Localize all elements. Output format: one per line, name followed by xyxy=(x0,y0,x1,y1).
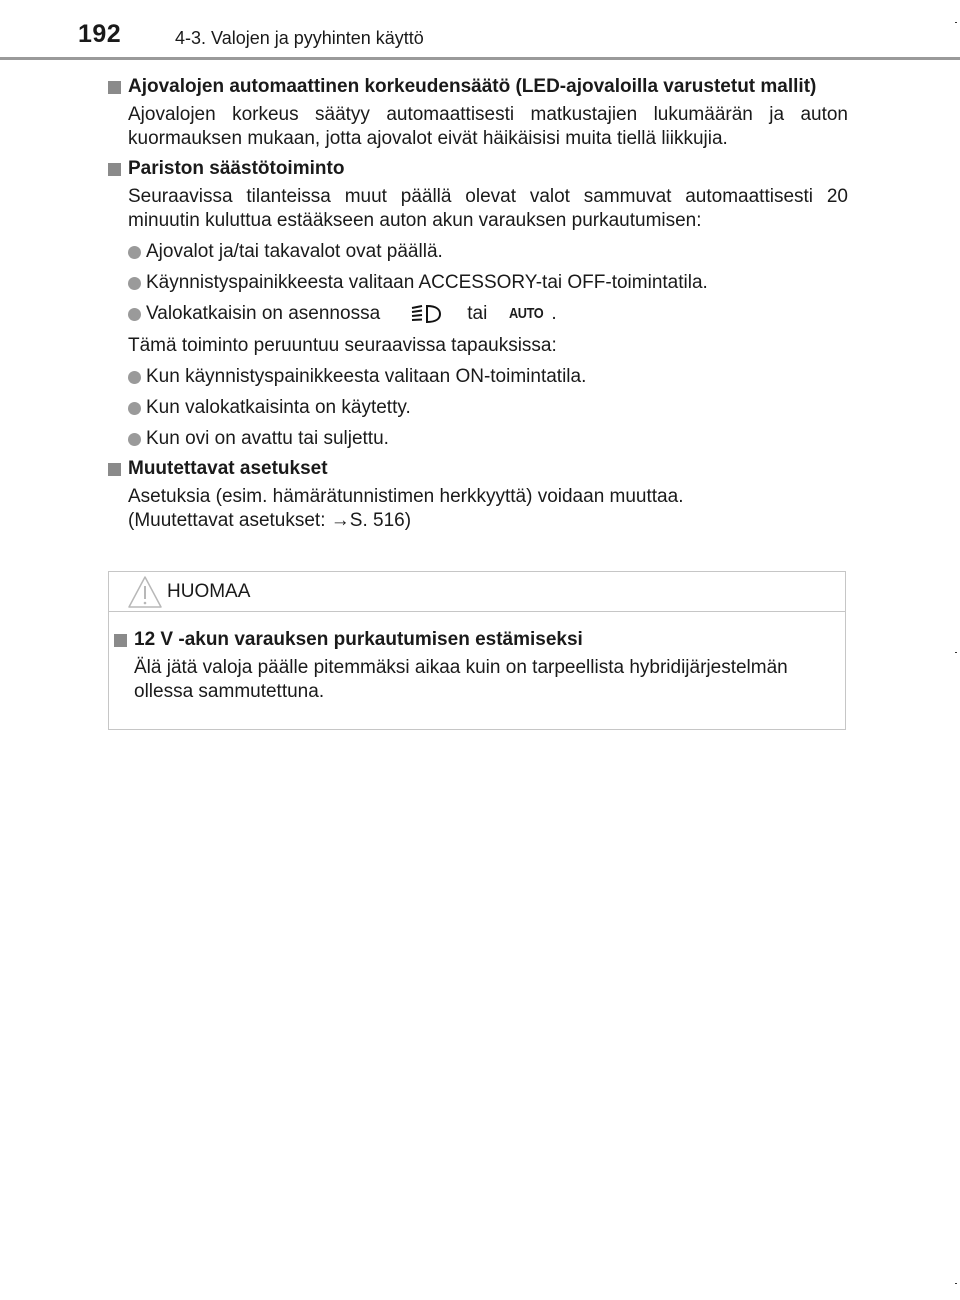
list-item xyxy=(128,302,848,326)
body-paragraph: Tämä toiminto peruuntuu seuraavissa tapauksissa: xyxy=(128,335,557,357)
auto-icon: AUTO xyxy=(508,305,544,322)
notice-heading xyxy=(114,628,831,652)
warning-triangle-icon xyxy=(127,575,163,609)
page-header xyxy=(0,0,960,62)
round-bullet-icon xyxy=(128,308,141,321)
crop-mark xyxy=(955,22,957,23)
body-paragraph: Asetuksia (esim. hämärätunnistimen herkkyyttä) voidaan muuttaa. xyxy=(128,486,684,508)
list-item-text: Kun käynnistyspainikkeesta valitaan ON-toimintatila. xyxy=(146,366,587,388)
list-item xyxy=(128,240,848,264)
switch-line-middle: tai xyxy=(467,303,488,325)
section-title: 4-3. Valojen ja pyyhinten käyttö xyxy=(175,28,424,48)
notice-box xyxy=(108,571,846,730)
list-item-text: Kun valokatkaisinta on käytetty. xyxy=(146,397,411,419)
body-paragraph: Seuraavissa tilanteissa muut päällä olevat valot sammuvat automaattisesti 20 minuutin kuluttua estääkseen auton akun varauksen purkautumisen: xyxy=(128,186,848,231)
notice-header xyxy=(109,572,845,612)
notice-body xyxy=(109,612,845,704)
section-heading xyxy=(108,157,848,181)
heading-text: Muutettavat asetukset xyxy=(128,458,328,480)
switch-line-suffix: . xyxy=(551,303,557,325)
heading-text: 12 V -akun varauksen purkautumisen estämiseksi xyxy=(134,629,583,650)
crop-mark xyxy=(955,1283,957,1284)
list-item xyxy=(128,396,848,420)
round-bullet-icon xyxy=(128,371,141,384)
square-bullet-icon xyxy=(108,163,121,176)
heading-text: Ajovalojen automaattinen korkeudensäätö (LED-ajovaloilla varustetut mallit) xyxy=(128,76,817,97)
page-number: 192 xyxy=(78,20,122,48)
heading-text: Pariston säästötoiminto xyxy=(128,158,345,179)
headlight-icon xyxy=(409,302,443,326)
header-rule xyxy=(0,57,960,60)
notice-text: Älä jätä valoja päälle pitemmäksi aikaa kuin on tarpeellista hybridijärjestelmän ollessa sammutettuna. xyxy=(134,657,788,702)
square-bullet-icon xyxy=(114,634,127,647)
list-item-text xyxy=(146,302,557,326)
notice-title: HUOMAA xyxy=(167,581,251,602)
list-item-text: Käynnistyspainikkeesta valitaan ACCESSORY-tai OFF-toimintatila. xyxy=(146,272,708,293)
page-content xyxy=(108,70,848,533)
list-item xyxy=(128,365,848,389)
section-heading xyxy=(108,457,848,481)
crop-mark xyxy=(955,652,957,653)
square-bullet-icon xyxy=(108,463,121,476)
cross-reference: (Muutettavat asetukset: →S. 516) xyxy=(128,510,412,532)
list-item xyxy=(128,427,848,451)
square-bullet-icon xyxy=(108,81,121,94)
list-item-text: Ajovalot ja/tai takavalot ovat päällä. xyxy=(146,241,443,262)
round-bullet-icon xyxy=(128,402,141,415)
body-paragraph: Ajovalojen korkeus säätyy automaattisesti matkustajien lukumäärän ja auton kuormauksen mukaan, jotta ajovalot eivät häikäisisi muita tiellä liikkujia. xyxy=(128,104,848,149)
round-bullet-icon xyxy=(128,433,141,446)
round-bullet-icon xyxy=(128,277,141,290)
list-item xyxy=(128,271,848,295)
switch-line-prefix: Valokatkaisin on asennossa xyxy=(146,303,381,325)
list-item-text: Kun ovi on avattu tai suljettu. xyxy=(146,428,389,450)
section-heading xyxy=(108,75,848,99)
round-bullet-icon xyxy=(128,246,141,259)
